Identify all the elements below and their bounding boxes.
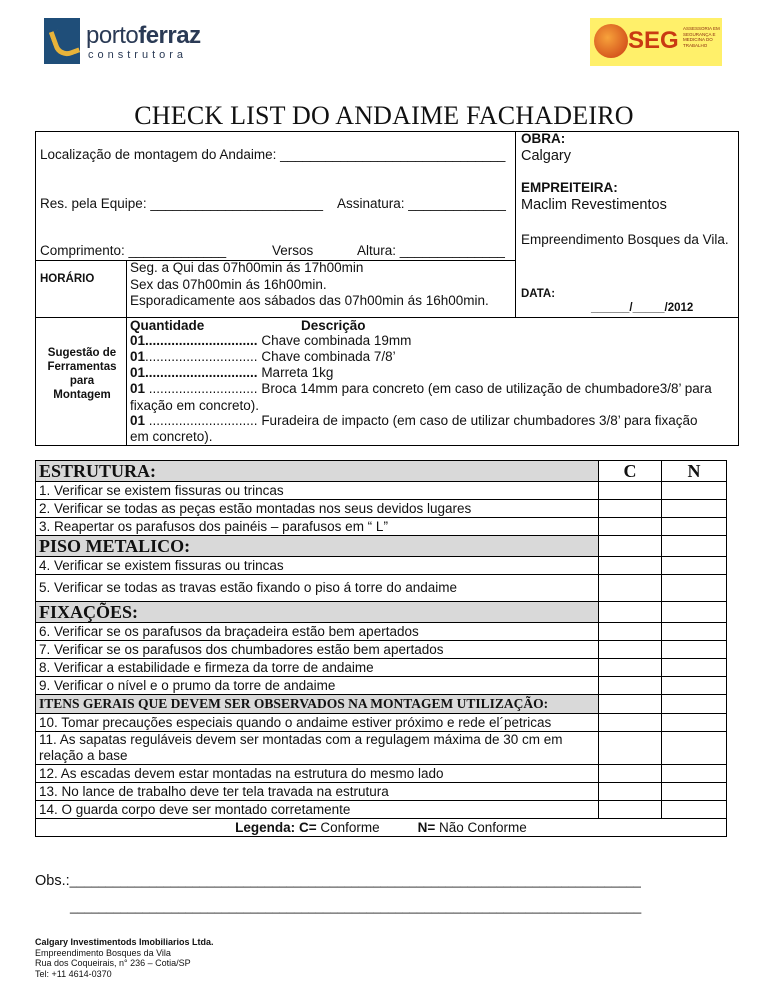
- c-checkbox[interactable]: [599, 623, 662, 641]
- n-checkbox[interactable]: [662, 500, 727, 518]
- n-checkbox[interactable]: [662, 677, 727, 695]
- footer: [35, 937, 214, 979]
- obs-line-2[interactable]: _______________________________________________________________________________: [70, 899, 642, 914]
- data-label: DATA:: [521, 288, 556, 300]
- footer-line: Empreendimento Bosques da Vila: [35, 947, 171, 958]
- legend: Legenda: C= Conforme N= Não Conforme: [36, 819, 727, 837]
- comprimento-field: Comprimento: _____________: [40, 243, 227, 258]
- page-title: CHECK LIST DO ANDAIME FACHADEIRO: [134, 101, 634, 130]
- footer-company: Calgary Investimentods Imobiliarios Ltda.: [35, 937, 214, 947]
- info-box: [35, 131, 739, 446]
- tool-item: 01 ............................. Broca 14mm para concreto (em caso de utilização de chumbadore3/8’ para: [130, 381, 712, 396]
- c-checkbox[interactable]: [599, 482, 662, 500]
- horario-line-1: Seg. a Qui das 07h00min ás 17h00min: [130, 260, 364, 275]
- n-checkbox[interactable]: [662, 575, 727, 602]
- n-checkbox[interactable]: [662, 801, 727, 819]
- c-checkbox[interactable]: [599, 500, 662, 518]
- c-checkbox[interactable]: [599, 801, 662, 819]
- logo-subtitle: construtora: [88, 49, 188, 61]
- empreiteira-label: EMPREITEIRA:: [521, 180, 618, 195]
- tool-item-continuation: em concreto).: [130, 429, 213, 444]
- empreiteira-value: Maclim Revestimentos: [521, 197, 667, 213]
- checklist-row: 6. Verificar se os parafusos da braçadeira estão bem apertados: [36, 623, 727, 641]
- col-c-header: C: [599, 461, 662, 482]
- col-quantidade: Quantidade: [130, 318, 205, 333]
- altura-field: Altura: ______________: [357, 243, 505, 258]
- legend-row: [36, 819, 727, 837]
- n-checkbox[interactable]: [662, 765, 727, 783]
- checklist-row: 14. O guarda corpo deve ser montado corretamente: [36, 801, 727, 819]
- col-n-header: N: [662, 461, 727, 482]
- checklist-row: 9. Verificar o nível e o prumo da torre de andaime: [36, 677, 727, 695]
- obra-label: OBRA:: [521, 131, 566, 146]
- tool-item-continuation: fixação em concreto).: [130, 398, 260, 413]
- checklist-row: 5. Verificar se todas as travas estão fixando o piso á torre do andaime: [36, 575, 727, 602]
- versos-label: Versos: [272, 243, 314, 258]
- n-checkbox[interactable]: [662, 557, 727, 575]
- checklist-row: 4. Verificar se existem fissuras ou trincas: [36, 557, 727, 575]
- assinatura-field: Assinatura: _____________: [337, 196, 506, 211]
- col-descricao: Descrição: [301, 318, 366, 333]
- section-header: [36, 536, 727, 557]
- seg-logo: [590, 18, 722, 66]
- n-checkbox[interactable]: [662, 518, 727, 536]
- checklist-row: 3. Reapertar os parafusos dos painéis – parafusos em “ L”: [36, 518, 727, 536]
- seg-logo-subtext: ASSESSORIA EM SEGURANÇA E MEDICINA DO TRABALHO: [683, 26, 720, 48]
- empreendimento-text: Empreendimento Bosques da Vila.: [521, 232, 729, 247]
- checklist-row: 8. Verificar a estabilidade e firmeza da torre de andaime: [36, 659, 727, 677]
- checklist-row: 7. Verificar se os parafusos dos chumbadores estão bem apertados: [36, 641, 727, 659]
- c-checkbox[interactable]: [599, 765, 662, 783]
- obra-value: Calgary: [521, 148, 571, 164]
- checklist-row: 2. Verificar se todas as peças estão montadas nos seus devidos lugares: [36, 500, 727, 518]
- c-checkbox[interactable]: [599, 659, 662, 677]
- footer-line: Tel: +11 4614-0370: [35, 968, 112, 979]
- c-checkbox[interactable]: [599, 714, 662, 732]
- section-header: [36, 602, 727, 623]
- section-title: FIXAÇÕES:: [36, 602, 599, 623]
- tool-item: 01 ............................. Furadeira de impacto (em caso de utilizar chumbadores 3/8’ para fixação: [130, 413, 698, 428]
- c-checkbox[interactable]: [599, 641, 662, 659]
- n-checkbox[interactable]: [662, 641, 727, 659]
- portoferraz-mark-icon: [44, 18, 80, 64]
- tool-item: 01.............................. Chave combinada 7/8’: [130, 349, 396, 364]
- c-checkbox[interactable]: [599, 575, 662, 602]
- tool-item: 01.............................. Marreta 1kg: [130, 365, 334, 380]
- n-checkbox[interactable]: [662, 482, 727, 500]
- c-checkbox[interactable]: [599, 783, 662, 801]
- c-checkbox[interactable]: [599, 557, 662, 575]
- checklist-row: 11. As sapatas reguláveis devem ser montadas com a regulagem máxima de 30 cm em relação a base: [36, 732, 727, 765]
- seg-ball-icon: [594, 24, 628, 58]
- checklist-row: 10. Tomar precauções especiais quando o andaime estiver próximo e rede el´petricas: [36, 714, 727, 732]
- checklist-row: 1. Verificar se existem fissuras ou trincas: [36, 482, 727, 500]
- section-title: PISO METALICO:: [36, 536, 599, 557]
- ferramentas-label: Sugestão de Ferramentas para Montagem: [47, 347, 117, 401]
- n-checkbox[interactable]: [662, 659, 727, 677]
- logo-name: portoferraz: [86, 22, 201, 49]
- data-value: ______/_____/2012: [591, 302, 694, 314]
- c-checkbox[interactable]: [599, 677, 662, 695]
- seg-logo-text: SEG: [628, 27, 679, 54]
- checklist-table: [35, 460, 727, 837]
- c-checkbox[interactable]: [599, 518, 662, 536]
- tool-item: 01.............................. Chave combinada 19mm: [130, 333, 412, 348]
- c-checkbox[interactable]: [599, 732, 662, 765]
- portoferraz-logo: [44, 18, 204, 68]
- section-title: ITENS GERAIS QUE DEVEM SER OBSERVADOS NA MONTAGEM UTILIZAÇÃO:: [36, 695, 599, 714]
- n-checkbox[interactable]: [662, 623, 727, 641]
- localizacao-field: Localização de montagem do Andaime: ______________________________: [40, 147, 506, 162]
- obs-field[interactable]: Obs.:_______________________________________________________________________________: [35, 873, 641, 889]
- n-checkbox[interactable]: [662, 714, 727, 732]
- horario-line-3: Esporadicamente aos sábados das 07h00min ás 16h00min.: [130, 293, 489, 308]
- n-checkbox[interactable]: [662, 732, 727, 765]
- section-header: [36, 695, 727, 714]
- horario-line-2: Sex das 07h00min ás 16h00min.: [130, 277, 327, 292]
- checklist-row: 12. As escadas devem estar montadas na estrutura do mesmo lado: [36, 765, 727, 783]
- section-title: ESTRUTURA:: [36, 461, 599, 482]
- section-header: [36, 461, 727, 482]
- checklist-row: 13. No lance de trabalho deve ter tela travada na estrutura: [36, 783, 727, 801]
- responsavel-field: Res. pela Equipe: _______________________: [40, 196, 324, 211]
- footer-line: Rua dos Coqueirais, n° 236 – Cotia/SP: [35, 958, 191, 968]
- horario-label: HORÁRIO: [40, 273, 95, 285]
- n-checkbox[interactable]: [662, 783, 727, 801]
